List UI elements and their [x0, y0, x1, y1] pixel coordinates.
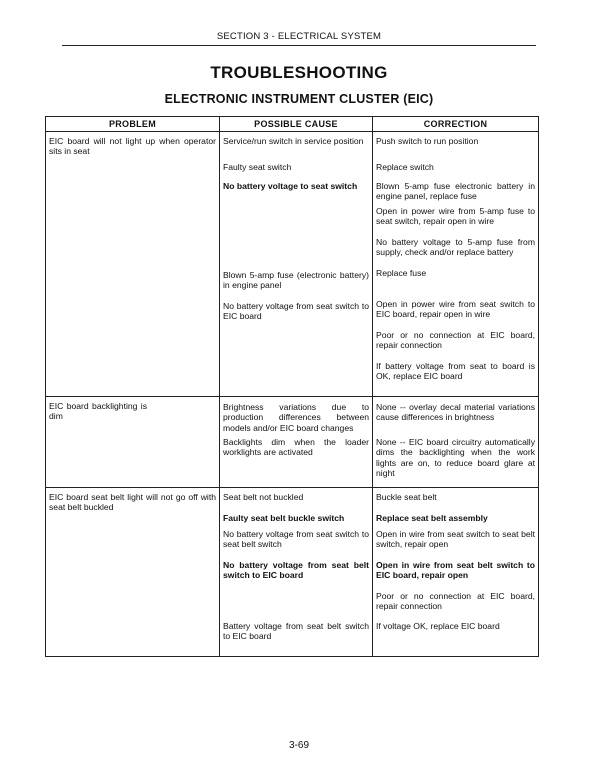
cause-cell [220, 397, 373, 488]
correction-entry: Poor or no connection at EIC board, repair connection [376, 590, 535, 612]
correction-entry: Replace fuse [376, 268, 427, 278]
cause-entry: No battery voltage to seat switch [223, 181, 358, 191]
problem-cell [46, 132, 220, 397]
problem-cell [46, 487, 220, 656]
page-subtitle: ELECTRONIC INSTRUMENT CLUSTER (EIC) [164, 92, 434, 106]
problem-text: EIC board seat belt light will not go off with seat belt buckled [49, 491, 216, 513]
correction-entry: If voltage OK, replace EIC board [376, 620, 500, 631]
header-problem: PROBLEM [46, 117, 220, 132]
cause-cell [220, 132, 373, 397]
table-row [46, 397, 539, 488]
correction-entry: None -- EIC board circuitry automatically dims the backlighting when the work lights are on, to reduce board glare at night [376, 437, 535, 478]
cause-entry: Seat belt not buckled [223, 491, 304, 502]
problem-cell [46, 397, 220, 488]
cause-entry: No battery voltage from seat belt switch to EIC board [223, 559, 369, 581]
correction-entry: If battery voltage from seat to board is OK, replace EIC board [376, 361, 535, 382]
problem-text: EIC board will not light up when operator sits in seat [49, 136, 216, 157]
table-header-row [46, 117, 539, 132]
cause-entry: Battery voltage from seat belt switch to EIC board [223, 620, 369, 642]
page-title: TROUBLESHOOTING [210, 63, 388, 82]
correction-cell [373, 487, 539, 656]
cause-entry: Blown 5-amp fuse (electronic battery) in engine panel [223, 270, 369, 291]
correction-entry: Push switch to run position [376, 136, 479, 146]
header-rule [62, 45, 536, 46]
correction-entry: Open in wire from seat belt switch to EIC board, repair open [376, 559, 535, 581]
correction-cell [373, 132, 539, 397]
cause-entry: Faulty seat belt buckle switch [223, 512, 345, 523]
troubleshooting-table [45, 116, 539, 657]
correction-entry: Blown 5-amp fuse electronic battery in engine panel, replace fuse [376, 181, 535, 202]
correction-entry: Replace seat belt assembly [376, 512, 488, 523]
correction-entry: Open in power wire from seat switch to EIC board, repair open in wire [376, 299, 535, 320]
header-correction: CORRECTION [373, 117, 539, 132]
section-header: SECTION 3 - ELECTRICAL SYSTEM [216, 31, 382, 42]
cause-entry: No battery voltage from seat switch to EIC board [223, 301, 369, 322]
header-possible-cause: POSSIBLE CAUSE [220, 117, 373, 132]
cause-entry: No battery voltage from seat switch to seat belt switch [223, 528, 369, 550]
correction-entry: Open in wire from seat switch to seat belt switch, repair open [376, 528, 535, 550]
correction-entry: Replace switch [376, 162, 434, 172]
cause-entry: Backlights dim when the loader worklights are activated [223, 437, 369, 458]
correction-entry: None -- overlay decal material variations cause differences in brightness [376, 402, 535, 423]
correction-cell [373, 397, 539, 488]
cause-cell [220, 487, 373, 656]
problem-text: EIC board backlighting is dim [49, 401, 147, 422]
table-row [46, 487, 539, 656]
cause-entry: Faulty seat switch [223, 162, 292, 172]
correction-entry: Poor or no connection at EIC board, repair connection [376, 330, 535, 351]
page-number: 3-69 [288, 740, 309, 751]
cause-entry: Service/run switch in service position [223, 136, 364, 146]
table-row [46, 132, 539, 397]
cause-entry: Brightness variations due to production differences between models and/or EIC board changes [223, 402, 369, 433]
correction-entry: Buckle seat belt [376, 491, 437, 502]
correction-entry: No battery voltage to 5-amp fuse from supply, check and/or replace battery [376, 237, 535, 258]
correction-entry: Open in power wire from 5-amp fuse to seat switch, repair open in wire [376, 206, 535, 227]
